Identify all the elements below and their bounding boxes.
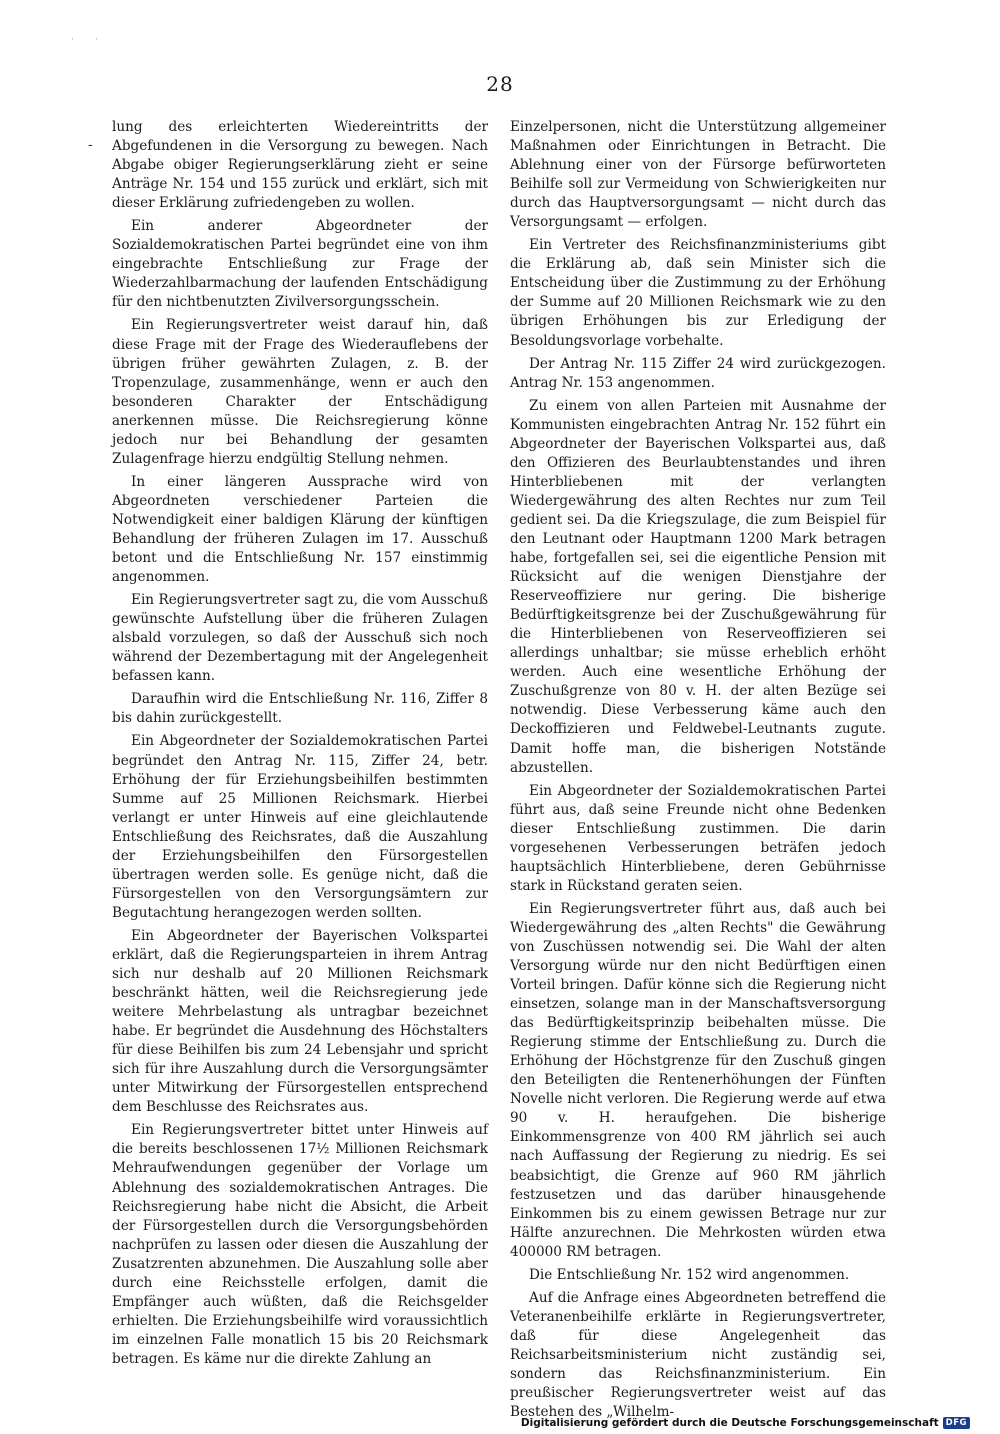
paragraph: Ein Regierungsvertreter sagt zu, die vom Ausschuß gewünschte Aufstellung über die früheren Zulagen alsbald vorzulegen, so daß der Ausschuß sich noch während der Dezembertagung mit der Angelegenheit befassen kann. bbox=[112, 592, 488, 685]
paragraph: Einzelpersonen, nicht die Unterstützung allgemeiner Maßnahmen oder Einrichtungen in Betracht. Die Ablehnung einer von der Fürsorge befürworteten Beihilfe soll zur Vermeidung von Schwierigkeiten nur durch das Hauptversorgungsamt — nicht durch das Versorgungsamt — erfolgen. bbox=[510, 119, 886, 231]
paragraph: Zu einem von allen Parteien mit Ausnahme der Kommunisten eingebrachten Antrag Nr. 152 führt ein Abgeordneter der Bayerischen Volkspartei aus, daß den Offizieren des Beurlaubtenstandes und ihren Hinterbliebenen mit der verlangten Wiedergewährung des alten Rechtes nur zum Teil gedient sei. Da die Kriegszulage, die zum Beispiel für den Leutnant oder Hauptmann 1200 Mark betragen habe, fortgefallen sei, sei die eigentliche Pension mit Rücksicht auf die wenigen Dienstjahre der Reserveoffiziere nur gering. Die bisherige Bedürftigkeitsgrenze bei der Zuschußgewährung für die Hinterbliebenen von Reserveoffizieren sei allerdings unhaltbar; sie müsse erheblich erhöht werden. Auch eine wesentliche Erhöhung der Zuschußgrenze von 80 v. H. der alten Bezüge sei notwendig. Diese Verbesserung käme auch den Deckoffizieren und Feldwebel-Leutnants zugute. Damit hoffe man, die bisherigen Notstände abzustellen. bbox=[510, 397, 886, 776]
dfg-logo: DFG bbox=[943, 1417, 970, 1429]
left-column bbox=[112, 118, 488, 1373]
paragraph: Ein Abgeordneter der Bayerischen Volkspartei erklärt, daß die Regierungsparteien in ihrem Antrag sich nur deshalb auf 20 Millionen Reichsmark beschränkt hätten, weil die Reichsregierung jede weitere Mehrbelastung als untragbar bezeichnet habe. Er begründet die Ausdehnung des Höchstalters für diese Beihilfen bis zum 24 Lebensjahr und spricht sich für ihre Auszahlung durch die Versorgungsämter unter Mitwirkung der Fürsorgestellen entsprechend dem Beschlusse des Reichsrates aus. bbox=[112, 927, 488, 1116]
paragraph: Ein Regierungsvertreter bittet unter Hinweis auf die bereits beschlossenen 17½ Millionen Reichsmark Mehraufwendungen gegenüber der Vorlage um Ablehnung des sozialdemokratischen Antrages. Die Reichsregierung habe nicht die Absicht, die Arbeit der Fürsorgestellen durch die Versorgungsbehörden nachprüfen zu lassen oder diesen die Auszahlung der Zusatzrenten abzunehmen. Die Auszahlung solle aber durch eine Reichsstelle erfolgen, damit die Empfänger auch wüßten, daß die Reichsgelder erhielten. Die Erziehungsbeihilfe wird voraussichtlich im einzelnen Falle monatlich 15 bis 20 Reichsmark betragen. Es käme nur die direkte Zahlung an bbox=[112, 1122, 488, 1367]
paragraph: Ein Abgeordneter der Sozialdemokratischen Partei führt aus, daß seine Freunde nicht ohne Bedenken dieser Entschließung zustimmen. Die darin vorgesehenen Verbesserungen beträfen jedoch hauptsächlich Hinterbliebene, deren Gebührnisse stark in Rückstand geraten seien. bbox=[510, 782, 886, 894]
footer-credit bbox=[521, 1417, 970, 1429]
page-number: 28 bbox=[486, 72, 514, 96]
paragraph: In einer längeren Aussprache wird von Abgeordneten verschiedener Parteien die Notwendigkeit einer baldigen Klärung der künftigen Behandlung der früheren Zulagen im 17. Ausschuß betont und die Entschließung Nr. 157 einstimmig angenommen. bbox=[112, 473, 488, 586]
paragraph: Die Entschließung Nr. 152 wird angenommen. bbox=[529, 1266, 850, 1283]
paragraph: Daraufhin wird die Entschließung Nr. 116, Ziffer 8 bis dahin zurückgestellt. bbox=[112, 691, 488, 727]
paragraph: Der Antrag Nr. 115 Ziffer 24 wird zurückgezogen. Antrag Nr. 153 angenommen. bbox=[510, 355, 886, 391]
paragraph: Ein Regierungsvertreter führt aus, daß auch bei Wiedergewährung des „alten Rechts" die Gewährung von Zuschüssen notwendig sei. Die Wahl der alten Versorgung würde nur den nicht Bedürftigen einen Vorteil bringen. Dafür könne sich die Regierung nicht einsetzen, solange man in der Manschaftsversorgung das Bedürftigkeitsprinzip beibehalten müsse. Die Regierung stimme der Entschließung zu. Durch die Erhöhung der Höchstgrenze für den Zuschuß gingen den Beteiligten die Rentenerhöhungen der Fünften Novelle nicht verloren. Die Regierung werde auf etwa 90 v. H. heraufgehen. Die bisherige Einkommensgrenze von 400 RM jährlich sei auch nach Auffassung der Regierung zu niedrig. Es sei beabsichtigt, die Grenze auf 960 RM jährlich festzusetzen und das darüber hinausgehende Einkommen bis zu einem gewissen Betrage nur zur Hälfte anzurechnen. Die Mehrkosten würden etwa 400000 RM betragen. bbox=[510, 900, 886, 1260]
paragraph: Ein Abgeordneter der Sozialdemokratischen Partei begründet den Antrag Nr. 115, Ziffer 24, betr. Erhöhung der für Erziehungsbeihilfen bestimmten Summe auf 25 Millionen Reichsmark. Hierbei verlangt er unter Hinweis auf eine gleichlautende Entschließung des Reichsrates, daß die Auszahlung der Erziehungsbeihilfen den Fürsorgestellen übertragen werden solle. Es genüge nicht, daß die Fürsorgestellen von den Versorgungsämtern zur Begutachtung herangezogen werden sollten. bbox=[112, 733, 488, 921]
paragraph: Ein anderer Abgeordneter der Sozialdemokratischen Partei begründet eine von ihm eingebrachte Entschließung zur Frage der Wiederzahlbarmachung der laufenden Entschädigung für den nichtbenutzten Zivilversorgungsschein. bbox=[112, 218, 488, 311]
paragraph: Auf die Anfrage eines Abgeordneten betreffend die Veteranenbeihilfe erklärte in Regierungsvertreter, daß für diese Angelegenheit das Reichsarbeitsministerium nicht zuständig sei, sondern das Reichsfinanzministerium. Ein preußischer Regierungsvertreter weist auf das Bestehen des „Wilhelm- bbox=[510, 1289, 886, 1421]
scan-specks: ˙ ˙ bbox=[70, 38, 100, 49]
footer-text: Digitalisierung gefördert durch die Deutsche Forschungsgemeinschaft bbox=[520, 1417, 939, 1429]
paragraph: Ein Regierungsvertreter weist darauf hin, daß diese Frage mit der Frage des Wiederauflebens der übrigen früher gewährten Zulagen, z. B. der Tropenzulage, zusammenhänge, wenn er auch den besonderen Charakter der Entschädigung anerkennen müsse. Die Reichsregierung könne jedoch nur bei Behandlung der gesamten Zulagenfrage hierzu endgültig Stellung nehmen. bbox=[112, 317, 488, 467]
paragraph: Ein Vertreter des Reichsfinanzministeriums gibt die Erklärung ab, daß sein Minister sich die Entscheidung über die Zustimmung zu der Erhöhung der Summe auf 20 Millionen Reichsmark wie zu den übrigen Erhöhungen bis zur Erledigung der Besoldungsvorlage vorbehalte. bbox=[510, 237, 886, 349]
right-column bbox=[510, 118, 886, 1426]
margin-mark: - bbox=[88, 137, 93, 153]
paragraph: lung des erleichterten Wiedereintritts der Abgefundenen in die Versorgung zu bewegen. Nach Abgabe obiger Regierungserklärung zieht er seine Anträge Nr. 154 und 155 zurück und erklärt, sich mit dieser Erklärung zufriedengeben zu wollen. bbox=[112, 119, 488, 212]
